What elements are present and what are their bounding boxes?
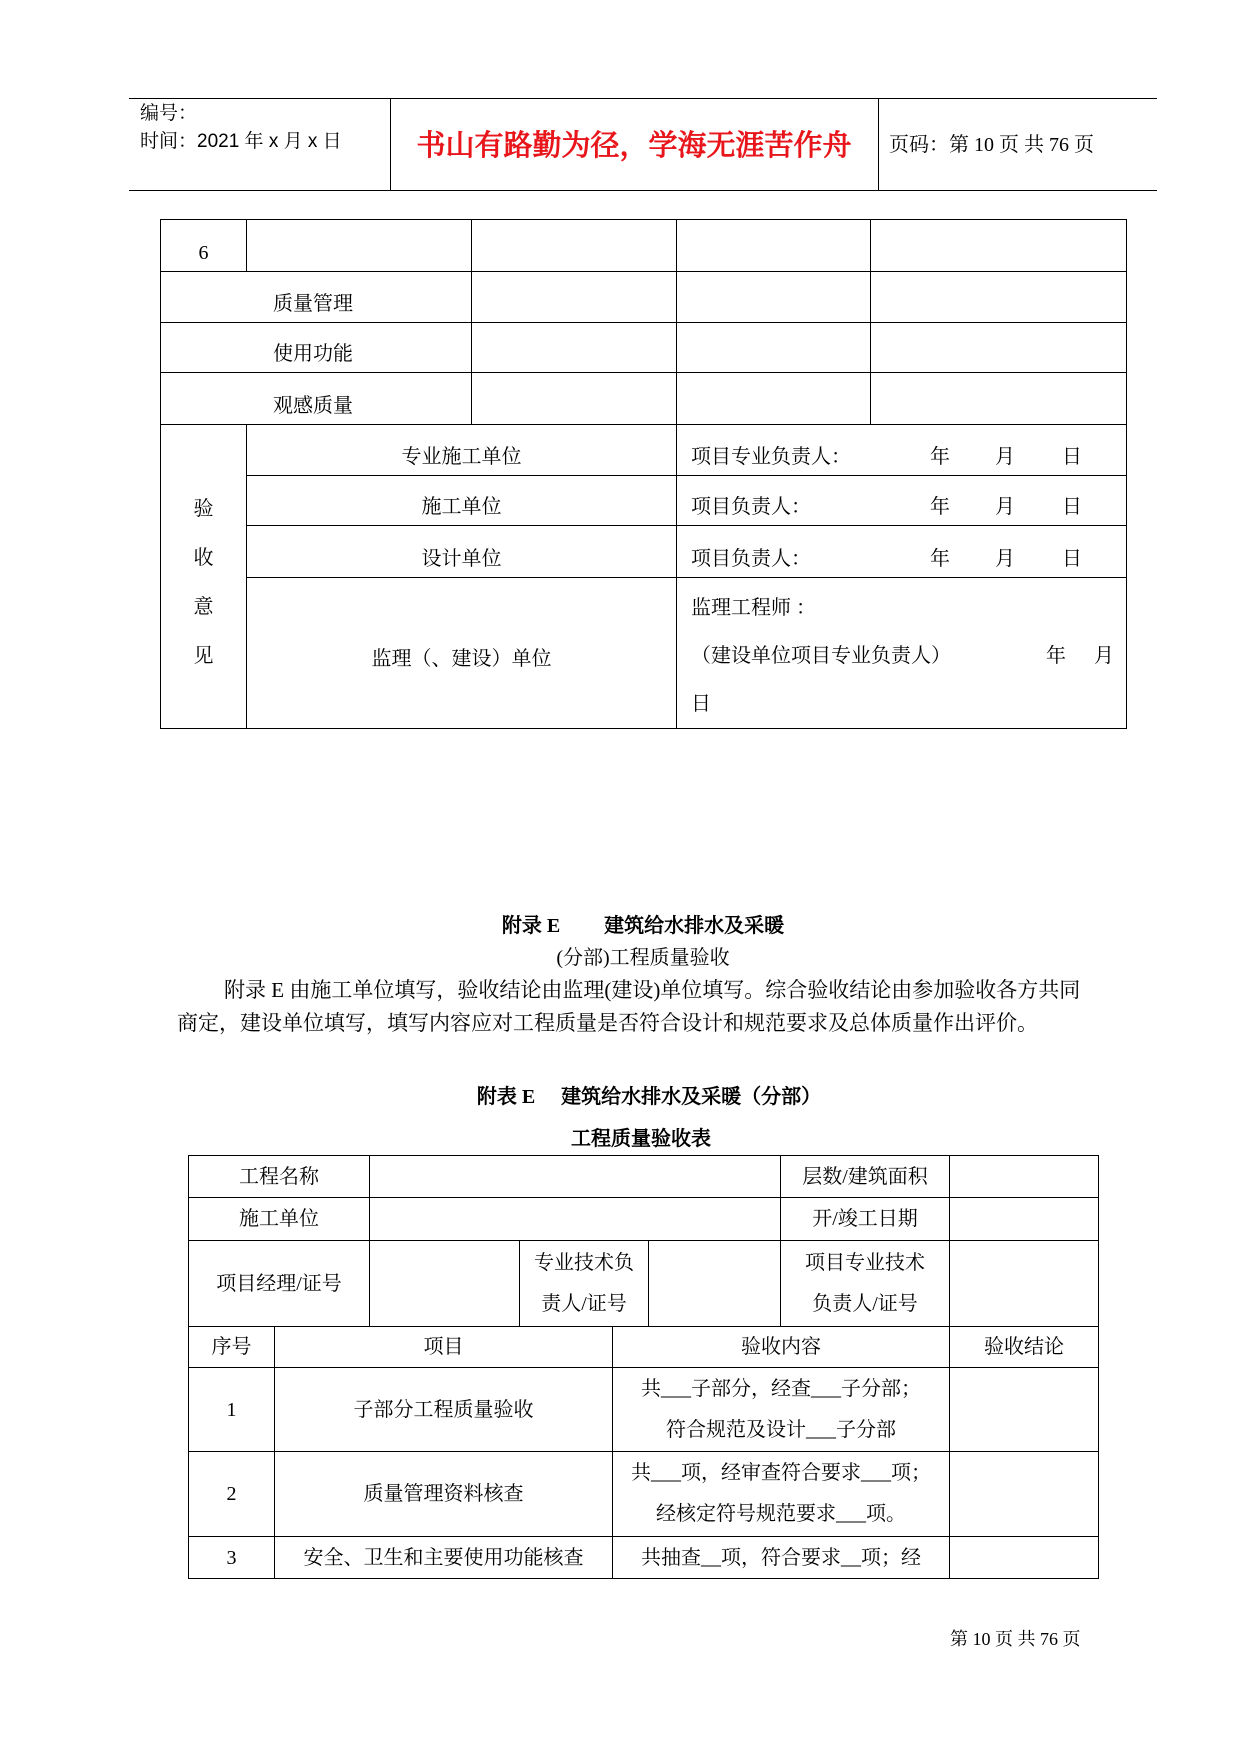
blank-cell: [677, 220, 871, 272]
item-label: 使用功能: [273, 343, 353, 365]
floors-area-value: [950, 1156, 1099, 1198]
signoff-cell: [677, 526, 1127, 578]
blank-cell: [472, 323, 677, 373]
blank-cell: [871, 220, 1127, 272]
row-content: [613, 1368, 950, 1452]
project-tech-lead-label-line: 负责人/证号: [812, 1292, 918, 1315]
item-cell: [161, 272, 472, 323]
table-header-row: [189, 1327, 1099, 1368]
year-label: 年: [930, 446, 950, 468]
month-label: 月: [995, 446, 1015, 468]
signer-label: 项目专业负责人：: [691, 446, 851, 468]
project-manager-label: 项目经理/证号: [189, 1241, 370, 1327]
acceptance-opinion-label: [161, 425, 247, 729]
row-item: 子部分工程质量验收: [275, 1368, 613, 1452]
owner-rep-label: （建设单位项目专业负责人）: [691, 645, 951, 667]
start-end-date-label: 开/竣工日期: [781, 1198, 950, 1241]
table-row: [189, 1241, 1099, 1327]
supervision-signoff-cell: [677, 578, 1127, 729]
day-label: 日: [1062, 496, 1082, 518]
table-row: [161, 425, 1127, 476]
opinion-char: 验: [193, 498, 214, 520]
table-row: [161, 373, 1127, 425]
day-label: 日: [691, 693, 711, 715]
supervising-engineer-label: 监理工程师 ：: [691, 597, 816, 619]
item-cell: [161, 373, 472, 425]
table-row: [161, 526, 1127, 578]
row-number: 6: [198, 242, 209, 264]
unit-cell: [247, 526, 677, 578]
row-no: 3: [189, 1537, 275, 1579]
year-label: 年: [930, 496, 950, 518]
row-content-line: 共___项，经审查符合要求___项；: [631, 1462, 931, 1484]
appendix-note-line: 附录 E 由施工单位填写，验收结论由监理(建设)单位填写。综合验收结论由参加验收各方共同: [224, 978, 1081, 1002]
column-header-item: 项目: [275, 1327, 613, 1368]
opinion-char: 收: [193, 547, 214, 569]
appendix-title: [343, 914, 943, 938]
row-content: 共抽查__项，符合要求__项；经: [613, 1537, 950, 1579]
row-content-line: 经核定符号规范要求___项。: [656, 1503, 906, 1525]
table-row: [189, 1368, 1099, 1452]
start-end-date-value: [950, 1198, 1099, 1241]
tech-lead-label: [520, 1241, 649, 1327]
blank-cell: [472, 220, 677, 272]
project-tech-lead-value: [950, 1241, 1099, 1327]
row-conclusion: [950, 1368, 1099, 1452]
year-label: 年: [930, 548, 950, 570]
day-label: 日: [1062, 446, 1082, 468]
blank-cell: [472, 272, 677, 323]
unit-name: 专业施工单位: [401, 446, 522, 468]
item-label: 质量管理: [273, 293, 353, 315]
table-row: [189, 1198, 1099, 1241]
contractor-label: 施工单位: [189, 1198, 370, 1241]
time-label: 时间：2021 年 x 月 x 日: [140, 131, 342, 152]
table-row: [161, 578, 1127, 729]
signer-label: 项目负责人：: [691, 496, 811, 518]
floors-area-label: 层数/建筑面积: [781, 1156, 950, 1198]
month-label: 月: [995, 548, 1015, 570]
table-row: [189, 1156, 1099, 1198]
table-row: [189, 1537, 1099, 1579]
schedule-title-text: 建筑给水排水及采暖（分部）: [561, 1086, 822, 1108]
project-tech-lead-label-line: 项目专业技术: [805, 1251, 925, 1274]
row-content: [613, 1452, 950, 1537]
blank-cell: [472, 373, 677, 425]
motto: 书山有路勤为径，学海无涯苦作舟: [416, 130, 852, 162]
appendix-subtitle: (分部)工程质量验收: [556, 947, 730, 969]
row-conclusion: [950, 1452, 1099, 1537]
blank-cell: [247, 220, 472, 272]
table-row: [161, 323, 1127, 373]
header-page-label: 页码：第 10 页 共 76 页: [889, 134, 1094, 156]
year-label: 年: [1046, 645, 1066, 667]
tech-lead-value: [649, 1241, 781, 1327]
row-item: 质量管理资料核查: [275, 1452, 613, 1537]
table-row: [161, 272, 1127, 323]
unit-cell: [247, 476, 677, 526]
item-cell: [161, 323, 472, 373]
schedule-subtitle: 工程质量验收表: [571, 1128, 711, 1150]
blank-cell: [677, 272, 871, 323]
table-row: [161, 220, 1127, 272]
opinion-char: 意: [193, 596, 214, 618]
appendix-label: 附录 E: [501, 915, 561, 937]
project-manager-value: [370, 1241, 520, 1327]
unit-name: 设计单位: [421, 548, 502, 570]
row-content-line: 共___子部分，经查___子分部；: [641, 1377, 921, 1400]
signoff-cell: [677, 425, 1127, 476]
supervision-unit-cell: [247, 578, 677, 729]
column-header-conclusion: 验收结论: [950, 1327, 1099, 1368]
project-tech-lead-label: [781, 1241, 950, 1327]
footer-page-number: 第 10 页 共 76 页: [950, 1629, 1081, 1649]
row-number-cell: [161, 220, 247, 272]
tech-lead-label-line: 责人/证号: [541, 1292, 627, 1315]
tech-lead-label-line: 专业技术负: [534, 1251, 634, 1274]
blank-cell: [677, 373, 871, 425]
contractor-value: [370, 1198, 781, 1241]
unit-cell: [247, 425, 677, 476]
header-divider-right: [878, 98, 879, 190]
acceptance-table: [160, 219, 1127, 729]
serial-label: 编号：: [140, 103, 198, 124]
item-label: 观感质量: [273, 395, 353, 417]
blank-cell: [871, 373, 1127, 425]
header-top-rule: [129, 98, 1157, 99]
row-item: 安全、卫生和主要使用功能核查: [275, 1537, 613, 1579]
signoff-cell: [677, 476, 1127, 526]
row-no: 2: [189, 1452, 275, 1537]
project-name-label: 工程名称: [189, 1156, 370, 1198]
row-no: 1: [189, 1368, 275, 1452]
blank-cell: [871, 272, 1127, 323]
row-conclusion: [950, 1537, 1099, 1579]
table-row: [189, 1452, 1099, 1537]
column-header-content: 验收内容: [613, 1327, 950, 1368]
schedule-title: [349, 1085, 949, 1109]
project-name-value: [370, 1156, 781, 1198]
day-label: 日: [1062, 548, 1082, 570]
month-label: 月: [1094, 645, 1114, 667]
schedule-label: 附表 E: [476, 1086, 536, 1108]
signer-label: 项目负责人：: [691, 548, 811, 570]
header-bottom-rule: [129, 190, 1157, 191]
appendix-note-line: 商定，建设单位填写，填写内容应对工程质量是否符合设计和规范要求及总体质量作出评价。: [177, 1011, 1038, 1035]
column-header-no: 序号: [189, 1327, 275, 1368]
quality-acceptance-table: [188, 1155, 1099, 1579]
row-content-line: 符合规范及设计___子分部: [666, 1418, 896, 1441]
opinion-char: 见: [193, 645, 214, 667]
table-row: [161, 476, 1127, 526]
month-label: 月: [995, 496, 1015, 518]
appendix-title-text: 建筑给水排水及采暖: [604, 915, 785, 937]
blank-cell: [871, 323, 1127, 373]
supervision-unit: 监理（、建设）单位: [371, 648, 552, 670]
blank-cell: [677, 323, 871, 373]
unit-name: 施工单位: [421, 496, 502, 518]
